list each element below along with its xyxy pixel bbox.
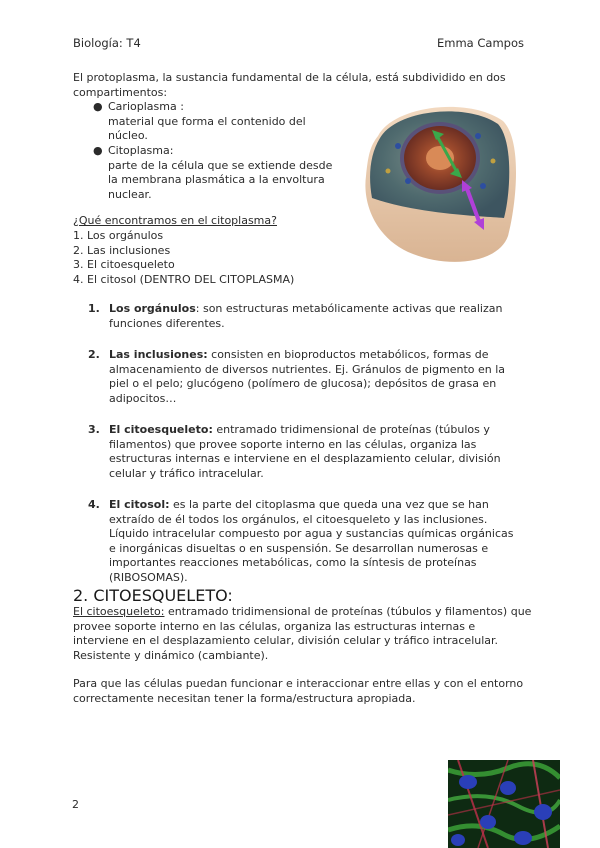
bullet-text: material que forma el contenido del núcleo. (108, 114, 306, 142)
header-subject: Biología: T4 (73, 36, 141, 50)
list-item: 2. Las inclusiones (73, 243, 171, 257)
item-term: El citosol: (109, 498, 170, 511)
section-paragraph: Para que las células puedan funcionar e interaccionar entre ellas y con el entorno correctamente necesitan tener la forma/estructura apropiada. (73, 677, 524, 705)
cell-diagram-icon (358, 96, 518, 268)
bullet-item-carioplasma (108, 100, 348, 144)
item-number: 4. (88, 498, 100, 511)
cytoskeleton-micrograph-icon (448, 760, 560, 848)
item-term: El citoesqueleto: (109, 423, 213, 436)
page-number: 2 (72, 798, 79, 811)
bullet-item-citoplasma (108, 144, 348, 202)
definition-text: entramado tridimensional de proteínas (túbulos y filamentos) que provee soporte interno en las células, organiza las estructuras internas e interviene en el desplazamiento celular, división celular y tráfico intracelular. Resistente y dinámico (cambiante). (73, 605, 532, 662)
header-author: Emma Campos (437, 36, 524, 50)
item-number: 3. (88, 423, 100, 436)
bullet-dot: ● (93, 100, 103, 113)
bullet-text: parte de la célula que se extiende desde la membrana plasmática a la envoltura nuclear. (108, 158, 333, 201)
detailed-list (88, 302, 518, 602)
item-text: : son estructuras metabólicamente activas que realizan funciones diferentes. (109, 302, 503, 330)
question-heading: ¿Qué encontramos en el citoplasma? (73, 214, 277, 227)
item-number: 2. (88, 348, 100, 361)
item-number: 1. (88, 302, 100, 315)
detailed-item-citoesqueleto (88, 423, 518, 481)
list-item: 1. Los orgánulos (73, 229, 164, 242)
microscopy-image (448, 760, 560, 848)
bullet-dot: ● (93, 144, 103, 157)
cell-illustration (358, 96, 518, 268)
item-text: entramado tridimensional de proteínas (túbulos y filamentos) que provee soporte interno en las células, organiza las estructuras internas e interviene en el desplazamiento celular, división celular y tráfico intracelular. (109, 423, 501, 480)
bullet-title: Citoplasma: (108, 144, 174, 157)
bullet-title: Carioplasma : (108, 100, 184, 113)
detailed-item-inclusiones (88, 348, 518, 406)
detailed-item-citosol (88, 498, 518, 585)
section-definition (73, 605, 533, 663)
detailed-item-organulos (88, 302, 518, 331)
item-term: Las inclusiones: (109, 348, 208, 361)
item-text: consisten en bioproductos metabólicos, formas de almacenamiento de diversos nutrientes. Ej. Gránulos de pigmento en la piel o el pelo; glucógeno (polímero de glucosa); depósitos de grasa en adipocitos… (109, 348, 506, 405)
list-item: 3. El citoesqueleto (73, 258, 175, 271)
item-text: es la parte del citoplasma que queda una vez que se han extraído de él todos los orgánulos, el citoesqueleto y las inclusiones. Líquido intracelular compuesto por agua y sustancias químicas orgánicas e inorgánicas disueltas o en suspensión. Se desarrollan numerosas e importantes reacciones metabólicas, como la síntesis de proteínas (RIBOSOMAS). (109, 498, 514, 584)
item-term: Los orgánulos (109, 302, 196, 315)
numbered-list (73, 229, 294, 287)
intro-paragraph: El protoplasma, la sustancia fundamental de la célula, está subdividido en dos compartimentos: (73, 71, 506, 99)
list-item: 4. El citosol (DENTRO DEL CITOPLASMA) (73, 272, 295, 286)
section-heading: 2. CITOESQUELETO: (73, 586, 233, 605)
definition-term: El citoesqueleto: (73, 605, 165, 618)
